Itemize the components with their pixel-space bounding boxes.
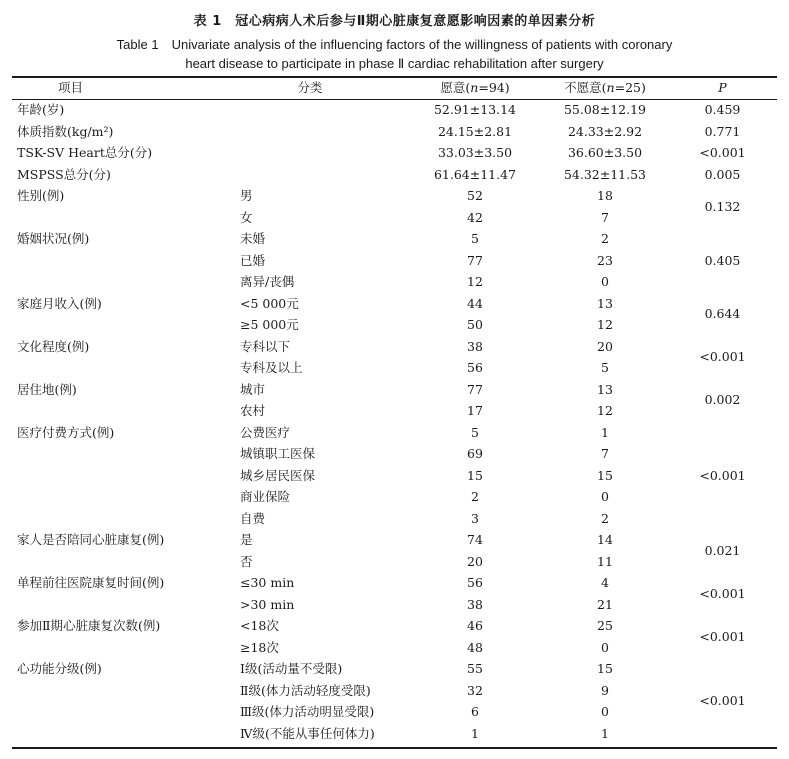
row-category: 否 bbox=[240, 553, 253, 569]
row-unwilling-value: 21 bbox=[597, 596, 613, 612]
row-unwilling-value: 18 bbox=[597, 188, 613, 203]
header-item: 项目 bbox=[58, 80, 84, 95]
row-item-label: 年龄(岁) bbox=[17, 102, 65, 117]
row-p-value: 0.132 bbox=[704, 198, 741, 214]
row-willing-value: 61.64±11.47 bbox=[433, 166, 517, 182]
row-item-label: 参加Ⅱ期心脏康复次数(例) bbox=[17, 618, 161, 633]
row-unwilling-value: 12 bbox=[597, 317, 613, 332]
row-willing-value: 38 bbox=[467, 596, 483, 612]
row-p-value: <0.001 bbox=[699, 467, 746, 483]
row-willing-value: 44 bbox=[467, 295, 483, 311]
row-p-value: <0.001 bbox=[699, 349, 746, 365]
row-item-label: 家庭月收入(例) bbox=[17, 295, 102, 311]
row-p-value: 0.405 bbox=[704, 252, 741, 268]
row-category: <18次 bbox=[240, 618, 279, 633]
row-unwilling-value: 0 bbox=[601, 704, 609, 719]
header-willing: 愿意(n=94) bbox=[440, 80, 510, 95]
row-unwilling-value: 5 bbox=[601, 360, 609, 375]
row-p-value: 0.771 bbox=[704, 123, 741, 139]
row-unwilling-value: 2 bbox=[601, 510, 609, 526]
table-bottom-rule bbox=[12, 747, 777, 749]
row-item-label: MSPSS总分(分) bbox=[17, 166, 111, 182]
row-willing-value: 17 bbox=[467, 403, 483, 418]
row-unwilling-value: 9 bbox=[601, 682, 609, 698]
row-willing-value: 20 bbox=[467, 553, 483, 569]
row-willing-value: 2 bbox=[471, 489, 479, 504]
row-p-value: <0.001 bbox=[699, 628, 746, 644]
row-willing-value: 5 bbox=[471, 231, 479, 246]
row-willing-value: 55 bbox=[467, 661, 483, 676]
row-item-label: 医疗付费方式(例) bbox=[17, 424, 115, 440]
row-item-label: TSK-SV Heart总分(分) bbox=[17, 145, 153, 160]
row-unwilling-value: 23 bbox=[597, 252, 613, 268]
row-p-value: <0.001 bbox=[699, 693, 746, 709]
row-category: Ⅲ级(体力活动明显受限) bbox=[240, 704, 375, 719]
row-unwilling-value: 2 bbox=[601, 231, 609, 246]
row-unwilling-value: 13 bbox=[597, 295, 613, 311]
row-item-label: 家人是否陪同心脏康复(例) bbox=[17, 532, 165, 547]
row-p-value: <0.001 bbox=[699, 145, 746, 160]
row-category: >30 min bbox=[240, 596, 295, 612]
header-p-value: P bbox=[718, 80, 727, 95]
row-willing-value: 32 bbox=[467, 682, 483, 698]
row-p-value: 0.644 bbox=[704, 306, 741, 322]
row-category: 商业保险 bbox=[240, 489, 291, 504]
row-unwilling-value: 0 bbox=[601, 639, 609, 655]
row-unwilling-value: 15 bbox=[597, 467, 613, 483]
row-category: ≤30 min bbox=[240, 575, 295, 590]
row-item-label: 体质指数(kg/m²) bbox=[17, 123, 114, 139]
row-willing-value: 24.15±2.81 bbox=[437, 123, 513, 139]
row-unwilling-value: 15 bbox=[597, 661, 613, 676]
row-unwilling-value: 11 bbox=[597, 553, 613, 569]
row-willing-value: 46 bbox=[467, 618, 483, 633]
row-category: Ⅰ级(活动量不受限) bbox=[240, 661, 343, 676]
table-title-cn: 表 1 冠心病病人术后参与Ⅱ期心脏康复意愿影响因素的单因素分析 bbox=[193, 14, 596, 29]
row-willing-value: 52 bbox=[467, 188, 483, 203]
row-category: 未婚 bbox=[240, 231, 266, 246]
row-willing-value: 48 bbox=[467, 639, 483, 655]
row-unwilling-value: 24.33±2.92 bbox=[567, 123, 643, 139]
row-category: 男 bbox=[240, 188, 253, 203]
header-unwilling: 不愿意(n=25) bbox=[564, 80, 646, 95]
row-category: ≥5 000元 bbox=[240, 317, 299, 332]
row-unwilling-value: 0 bbox=[601, 274, 609, 289]
row-category: <5 000元 bbox=[240, 295, 299, 311]
row-unwilling-value: 14 bbox=[597, 532, 613, 547]
row-p-value: <0.001 bbox=[699, 585, 746, 601]
row-unwilling-value: 25 bbox=[597, 618, 613, 633]
row-willing-value: 38 bbox=[467, 338, 483, 354]
table-title-en-line2: heart disease to participate in phase Ⅱ cardiac rehabilitation after surgery bbox=[185, 56, 604, 71]
row-willing-value: 69 bbox=[467, 446, 483, 461]
row-category: 专科以下 bbox=[240, 338, 291, 354]
row-willing-value: 50 bbox=[467, 317, 483, 332]
row-willing-value: 56 bbox=[467, 360, 483, 375]
row-willing-value: 5 bbox=[471, 424, 479, 440]
row-unwilling-value: 54.32±11.53 bbox=[563, 166, 647, 182]
row-item-label: 性别(例) bbox=[17, 188, 65, 203]
row-willing-value: 74 bbox=[467, 532, 483, 547]
row-category: 农村 bbox=[240, 403, 266, 418]
row-p-value: 0.002 bbox=[704, 392, 741, 408]
row-unwilling-value: 0 bbox=[601, 489, 609, 504]
row-willing-value: 1 bbox=[471, 725, 479, 741]
row-willing-value: 42 bbox=[467, 209, 483, 225]
row-willing-value: 15 bbox=[467, 467, 483, 483]
row-willing-value: 12 bbox=[467, 274, 483, 289]
row-willing-value: 33.03±3.50 bbox=[437, 145, 513, 160]
row-category: 已婚 bbox=[240, 252, 266, 268]
row-category: 城市 bbox=[240, 381, 266, 397]
row-category: 公费医疗 bbox=[240, 424, 291, 440]
row-unwilling-value: 13 bbox=[597, 381, 613, 397]
row-willing-value: 77 bbox=[467, 381, 483, 397]
row-unwilling-value: 20 bbox=[597, 338, 613, 354]
row-item-label: 居住地(例) bbox=[17, 381, 77, 397]
row-category: 城镇职工医保 bbox=[240, 446, 316, 461]
row-willing-value: 56 bbox=[467, 575, 483, 590]
table-title-en-line1: Table 1 Univariate analysis of the influencing factors of the willingness of patients with coronary bbox=[116, 37, 673, 52]
row-unwilling-value: 4 bbox=[601, 575, 609, 590]
row-category: Ⅳ级(不能从事任何体力) bbox=[240, 725, 375, 741]
row-unwilling-value: 1 bbox=[601, 725, 609, 741]
row-willing-value: 3 bbox=[471, 510, 479, 526]
row-willing-value: 6 bbox=[471, 704, 479, 719]
row-unwilling-value: 55.08±12.19 bbox=[563, 102, 647, 117]
row-category: 城乡居民医保 bbox=[240, 467, 316, 483]
row-category: 离异/丧偶 bbox=[240, 274, 295, 289]
row-willing-value: 52.91±13.14 bbox=[433, 102, 517, 117]
row-p-value: 0.459 bbox=[704, 102, 741, 117]
row-category: 女 bbox=[240, 209, 253, 225]
row-unwilling-value: 12 bbox=[597, 403, 613, 418]
row-category: ≥18次 bbox=[240, 639, 279, 655]
row-category: 自费 bbox=[240, 510, 266, 526]
row-p-value: 0.021 bbox=[704, 542, 741, 558]
row-unwilling-value: 7 bbox=[601, 446, 609, 461]
row-category: 专科及以上 bbox=[240, 360, 303, 375]
row-item-label: 文化程度(例) bbox=[17, 338, 90, 354]
row-p-value: 0.005 bbox=[704, 166, 741, 182]
row-category: 是 bbox=[240, 532, 253, 547]
row-unwilling-value: 7 bbox=[601, 209, 609, 225]
table-top-rule bbox=[12, 76, 777, 78]
row-willing-value: 77 bbox=[467, 252, 483, 268]
row-unwilling-value: 36.60±3.50 bbox=[567, 145, 643, 160]
row-item-label: 婚姻状况(例) bbox=[17, 231, 90, 246]
header-category: 分类 bbox=[297, 80, 323, 95]
row-category: Ⅱ级(体力活动轻度受限) bbox=[240, 682, 371, 698]
row-unwilling-value: 1 bbox=[601, 424, 609, 440]
row-item-label: 单程前往医院康复时间(例) bbox=[17, 575, 165, 590]
row-item-label: 心功能分级(例) bbox=[17, 661, 102, 676]
table-header-rule bbox=[12, 99, 777, 100]
